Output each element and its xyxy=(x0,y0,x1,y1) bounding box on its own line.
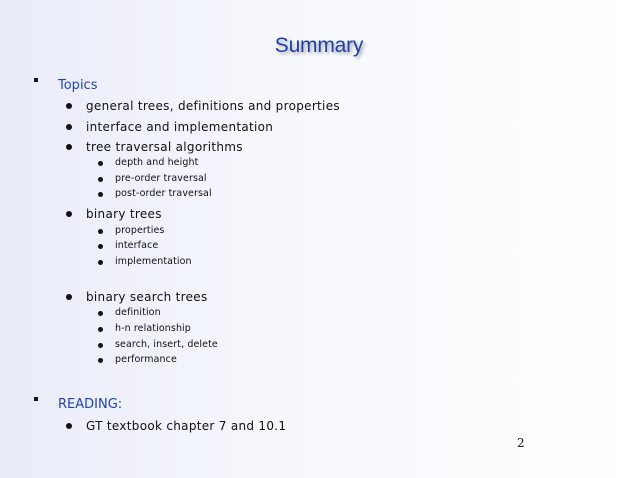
subtopic-depth-height: depth and height xyxy=(115,157,199,168)
sub-bullet-icon xyxy=(98,311,103,316)
bullet-icon xyxy=(66,103,72,109)
topic-binary-search-trees: binary search trees xyxy=(86,290,208,304)
bullet-icon xyxy=(66,423,72,429)
bullet-icon xyxy=(66,144,72,150)
subtopic-performance: performance xyxy=(115,354,177,365)
topic-interface-implementation: interface and implementation xyxy=(86,120,274,134)
sub-bullet-icon xyxy=(98,327,103,332)
subtopic-search-insert-delete: search, insert, delete xyxy=(115,339,218,350)
sub-bullet-icon xyxy=(98,260,103,265)
topic-tree-traversal: tree traversal algorithms xyxy=(86,140,243,154)
subtopic-post-order: post-order traversal xyxy=(115,188,212,199)
reading-gt-textbook: GT textbook chapter 7 and 10.1 xyxy=(86,419,287,433)
sub-bullet-icon xyxy=(98,161,103,166)
square-bullet-icon xyxy=(34,78,38,82)
bullet-icon xyxy=(66,124,72,130)
topic-general-trees: general trees, definitions and properties xyxy=(86,99,340,113)
sub-bullet-icon xyxy=(98,343,103,348)
section-topics-label: Topics xyxy=(58,78,98,93)
sub-bullet-icon xyxy=(98,177,103,182)
topic-binary-trees: binary trees xyxy=(86,207,162,221)
subtopic-pre-order: pre-order traversal xyxy=(115,173,207,184)
subtopic-interface: interface xyxy=(115,240,159,251)
sub-bullet-icon xyxy=(98,192,103,197)
subtopic-implementation: implementation xyxy=(115,256,192,267)
bullet-icon xyxy=(66,211,72,217)
square-bullet-icon xyxy=(34,397,38,401)
subtopic-definition: definition xyxy=(115,307,161,318)
bullet-icon xyxy=(66,294,72,300)
slide-title: Summary xyxy=(274,34,364,57)
sub-bullet-icon xyxy=(98,229,103,234)
section-reading-label: READING: xyxy=(58,397,123,412)
page-number: 2 xyxy=(517,436,525,450)
subtopic-h-n-relationship: h-n relationship xyxy=(115,323,191,334)
sub-bullet-icon xyxy=(98,358,103,363)
subtopic-properties: properties xyxy=(115,225,165,236)
sub-bullet-icon xyxy=(98,244,103,249)
